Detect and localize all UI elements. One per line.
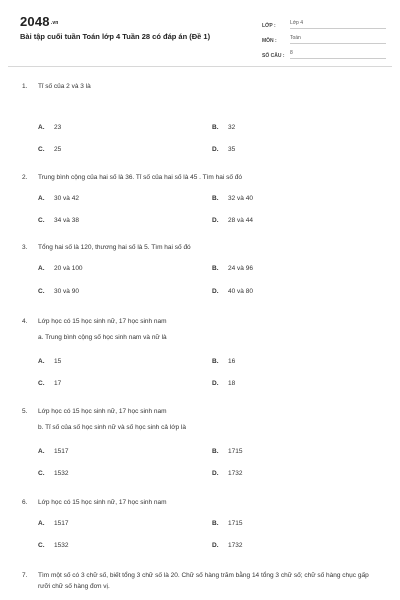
meta-value: Lớp 4	[290, 20, 386, 29]
option-d[interactable]: D. 28 và 44	[212, 217, 253, 224]
meta-key: LỚP :	[262, 23, 276, 29]
option-c[interactable]: C. 1532	[38, 542, 69, 549]
option-c[interactable]: C. 30 và 90	[38, 288, 79, 295]
option-a[interactable]: A. 30 và 42	[38, 195, 79, 202]
question-subtext: b. Tỉ số của số học sinh nữ và số học sinh cả lớp là	[38, 424, 186, 431]
meta-value: 8	[290, 50, 386, 59]
question-subtext: a. Trung bình cộng số học sinh nam và nữ là	[38, 334, 167, 341]
option-b[interactable]: B. 1715	[212, 520, 243, 527]
option-d[interactable]: D. 1732	[212, 542, 243, 549]
site-logo[interactable]	[20, 14, 59, 29]
option-c[interactable]: C. 25	[38, 146, 62, 153]
option-d[interactable]: D. 1732	[212, 470, 243, 477]
meta-key: MÔN :	[262, 38, 277, 44]
option-a[interactable]: A. 1517	[38, 520, 69, 527]
meta-value: Toán	[290, 35, 386, 44]
option-b[interactable]: B. 32	[212, 124, 236, 131]
option-d[interactable]: D. 40 và 80	[212, 288, 253, 295]
meta-info	[262, 14, 386, 59]
option-c[interactable]: C. 34 và 38	[38, 217, 79, 224]
logo-text: 2048	[20, 14, 50, 29]
question-text: 5. Lớp học có 15 học sinh nữ, 17 học sinh nam	[22, 408, 167, 415]
option-b[interactable]: B. 1715	[212, 448, 243, 455]
option-b[interactable]: B. 16	[212, 358, 236, 365]
logo-suffix: .vn	[50, 19, 59, 26]
option-d[interactable]: D. 18	[212, 380, 236, 387]
meta-row-subject	[262, 29, 386, 44]
meta-row-class	[262, 14, 386, 29]
question-text: 1. Tỉ số của 2 và 3 là	[22, 83, 91, 90]
option-b[interactable]: B. 32 và 40	[212, 195, 253, 202]
option-a[interactable]: A. 15	[38, 358, 62, 365]
option-a[interactable]: A. 23	[38, 124, 62, 131]
option-c[interactable]: C. 17	[38, 380, 62, 387]
option-c[interactable]: C. 1532	[38, 470, 69, 477]
option-a[interactable]: A. 1517	[38, 448, 69, 455]
question-text: 7. Tìm một số có 3 chữ số, biết tổng 3 chữ số là 20. Chữ số hàng trăm bằng 14 tổng 3 chữ số; chữ số hàng chục gấp rưỡi chữ số hàng đơn vị.	[22, 572, 369, 590]
question-text: 6. Lớp học có 15 học sinh nữ, 17 học sinh nam	[22, 499, 167, 506]
document-title: Bài tập cuối tuần Toán lớp 4 Tuần 28 có đáp án (Đề 1)	[20, 32, 211, 41]
option-a[interactable]: A. 20 và 100	[38, 265, 83, 272]
option-b[interactable]: B. 24 và 96	[212, 265, 253, 272]
meta-row-count	[262, 44, 386, 59]
option-d[interactable]: D. 35	[212, 146, 236, 153]
question-text: 4. Lớp học có 15 học sinh nữ, 17 học sinh nam	[22, 318, 167, 325]
question-text: 3. Tổng hai số là 120, thương hai số là 5. Tìm hai số đó	[22, 244, 191, 251]
question-text: 2. Trung bình cộng của hai số là 36. Tỉ số của hai số là 45 . Tìm hai số đó	[22, 174, 243, 181]
meta-key: SỐ CÂU :	[262, 53, 285, 59]
document-header	[8, 0, 392, 67]
